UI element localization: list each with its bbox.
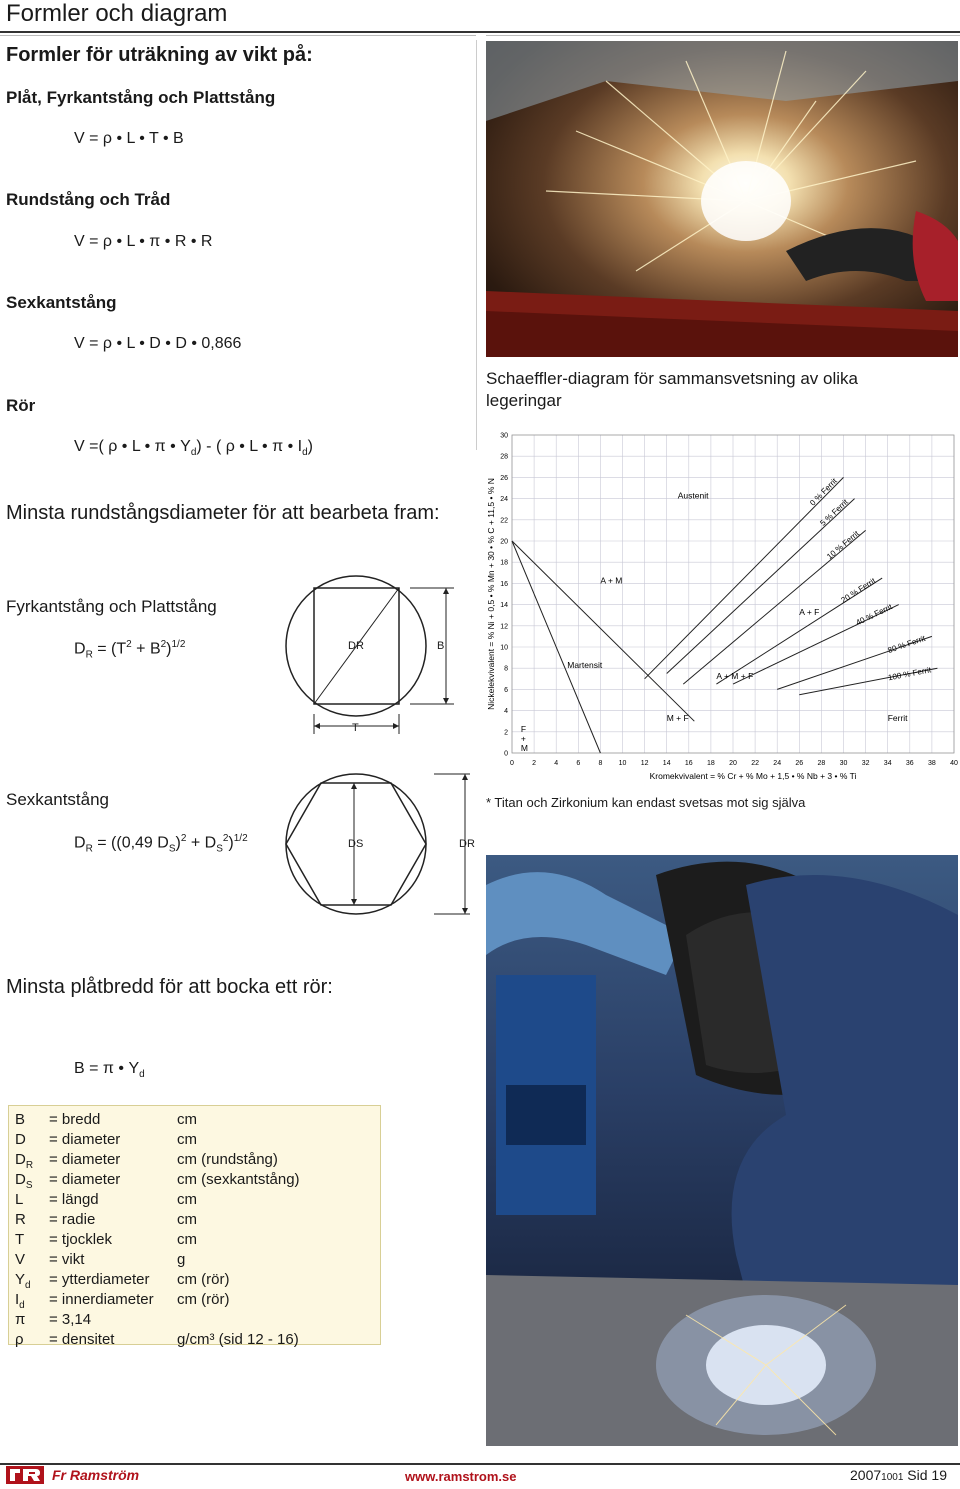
legend-row	[15, 1210, 197, 1230]
legend-symbol: V	[15, 1251, 26, 1268]
legend-unit: cm	[177, 1111, 197, 1128]
x-tick-label: 20	[729, 760, 737, 767]
label-dr-hex: DR	[459, 838, 475, 850]
legend-symbol: B	[15, 1111, 26, 1128]
legend-description: = innerdiameter	[49, 1291, 154, 1308]
y-tick-label: 6	[504, 686, 508, 694]
legend-description: = tjocklek	[49, 1231, 112, 1248]
x-tick-label: 10	[618, 760, 627, 767]
square-in-circle-diagram	[284, 574, 474, 744]
legend-unit: cm	[177, 1191, 197, 1208]
series-label: 20 % Ferrit	[839, 576, 878, 605]
legend-unit: cm	[177, 1131, 197, 1148]
footer-page-number: 20071001 Sid 19	[850, 1467, 947, 1483]
legend-box	[8, 1105, 381, 1348]
legend-row	[15, 1230, 197, 1250]
header-rule-thin-right	[486, 35, 960, 36]
legend-description: = ytterdiameter	[49, 1271, 150, 1288]
header-rule-thin-left	[0, 35, 476, 36]
legend-row	[15, 1190, 197, 1210]
region-label: Austenit	[677, 490, 709, 501]
y-tick-label: 16	[500, 580, 508, 588]
legend-symbol: $D_S$	[15, 1171, 33, 1191]
series-label: 100 % Ferrit	[887, 665, 932, 683]
label-b: B	[437, 640, 445, 652]
section-title-plat: Plåt, Fyrkantstång och Plattstång	[6, 88, 276, 107]
y-tick-label: 8	[504, 665, 508, 673]
schaeffler-chart	[486, 425, 958, 783]
column-divider	[476, 40, 477, 450]
label-t: T	[352, 722, 359, 734]
x-tick-label: 2	[532, 760, 537, 767]
header-rule	[0, 31, 960, 33]
welding-note: * Titan och Zirkonium kan endast svetsas mot sig själva	[486, 795, 806, 810]
x-tick-label: 36	[905, 760, 914, 767]
y-tick-label: 22	[500, 517, 508, 525]
x-tick-label: 28	[817, 760, 826, 767]
chart-caption: Schaeffler-diagram för sammansvetsning av olika legeringar	[486, 369, 858, 410]
legend-unit: cm	[177, 1211, 197, 1228]
legend-unit: g/cm³ (sid 12 - 16)	[177, 1331, 299, 1348]
legend-row	[15, 1130, 197, 1150]
footer-brand: Fr Ramström	[52, 1467, 140, 1483]
y-tick-label: 28	[500, 453, 508, 461]
legend-symbol: L	[15, 1191, 24, 1208]
x-tick-label: 6	[576, 760, 581, 767]
x-tick-label: 16	[684, 760, 693, 767]
x-tick-label: 0	[510, 760, 514, 767]
legend-row	[15, 1270, 230, 1290]
legend-unit: cm (rundstång)	[177, 1151, 278, 1168]
x-tick-label: 26	[795, 760, 804, 767]
legend-symbol: $D_R$	[15, 1151, 34, 1171]
y-tick-label: 14	[500, 602, 508, 610]
series-label: 10 % Ferrit	[825, 529, 861, 562]
y-tick-label: 10	[500, 644, 508, 652]
y-tick-label: 24	[500, 496, 508, 504]
legend-unit: g	[177, 1251, 186, 1268]
legend-description: = 3,14	[49, 1311, 92, 1328]
y-tick-label: 30	[500, 432, 508, 440]
series-label: 40 % Ferrit	[854, 602, 894, 628]
y-tick-label: 18	[500, 559, 508, 567]
x-tick-label: 12	[640, 760, 649, 767]
region-label: A + M + F	[716, 670, 754, 681]
region-label: F	[520, 723, 527, 734]
region-label: A + M	[600, 575, 623, 586]
series-label: 0 % Ferrit	[808, 476, 839, 508]
legend-unit: cm (rör)	[177, 1271, 230, 1288]
min-diameter-heading: Minsta rundstångsdiameter för att bearbeta fram:	[6, 502, 440, 524]
legend-unit: cm	[177, 1231, 197, 1248]
x-tick-label: 4	[554, 760, 559, 767]
sex-title: Sexkantstång	[6, 790, 110, 809]
legend-row	[15, 1250, 185, 1270]
x-tick-label: 34	[883, 760, 892, 767]
legend-description: = diameter	[49, 1131, 121, 1148]
welder-photo	[486, 855, 958, 1446]
legend-symbol: D	[15, 1131, 26, 1148]
x-tick-label: 32	[861, 760, 870, 767]
section-title-sex: Sexkantstång	[6, 293, 117, 312]
legend-unit: cm (sexkantstång)	[177, 1171, 300, 1188]
main-heading: Formler för uträkning av vikt på:	[6, 44, 313, 66]
formula-sex: V = ρ • L • D • D • 0,866	[74, 335, 242, 352]
y-tick-label: 2	[504, 729, 508, 737]
legend-description: = diameter	[49, 1151, 121, 1168]
section-title-ror: Rör	[6, 396, 36, 415]
x-axis-label: Kromekvivalent = % Cr + % Mo + 1,5 • % Nb + 3 • % Ti	[649, 771, 857, 781]
ramstrom-logo-icon	[6, 1466, 44, 1484]
region-label: Martensit	[567, 660, 603, 671]
x-tick-label: 18	[707, 760, 715, 767]
formula-plat: V = ρ • L • T • B	[74, 130, 184, 147]
legend-symbol: $I_d$	[15, 1291, 25, 1311]
series-label: 80 % Ferrit	[886, 633, 927, 655]
legend-row	[15, 1330, 299, 1350]
label-ds: DS	[348, 838, 364, 850]
legend-symbol: ρ	[15, 1331, 24, 1348]
legend-row	[15, 1170, 300, 1190]
x-tick-label: 14	[662, 760, 671, 767]
x-tick-label: 40	[950, 760, 958, 767]
legend-description: = densitet	[49, 1331, 115, 1348]
legend-description: = vikt	[49, 1251, 85, 1268]
footer-rule	[0, 1463, 960, 1465]
welding-sparks-photo	[486, 41, 958, 357]
legend-description: = radie	[49, 1211, 96, 1228]
region-label: A + F	[799, 607, 820, 618]
legend-row	[15, 1310, 177, 1330]
x-tick-label: 38	[928, 760, 936, 767]
label-dr-square: DR	[348, 640, 364, 652]
formula-fyrkant: $D_R = (T^2 + B^2)^{1/2}$	[74, 639, 186, 661]
legend-symbol: R	[15, 1211, 26, 1228]
bend-heading: Minsta plåtbredd för att bocka ett rör:	[6, 976, 333, 998]
legend-row	[15, 1150, 278, 1170]
x-tick-label: 22	[751, 760, 759, 767]
section-title-rund: Rundstång och Tråd	[6, 190, 171, 209]
legend-symbol: $Y_d$	[15, 1271, 31, 1291]
formula-ror: V =( ρ • L • π • $Y_d$) - ( ρ • L • π • $I_d$)	[74, 438, 313, 459]
page-title: Formler och diagram	[6, 0, 228, 27]
x-tick-label: 24	[773, 760, 782, 767]
formula-bend: B = π • $Y_d$	[74, 1060, 145, 1081]
legend-symbol: π	[15, 1311, 26, 1328]
legend-unit: cm (rör)	[177, 1291, 230, 1308]
y-tick-label: 26	[500, 474, 508, 482]
x-tick-label: 8	[598, 760, 603, 767]
y-tick-label: 0	[504, 750, 508, 758]
region-label: +	[520, 733, 526, 744]
y-axis-label: Nickelekvivalent = % Ni + 0,5 • % Mn + 30 • % C + 11,5 • % N	[486, 478, 496, 710]
y-tick-label: 12	[500, 623, 508, 631]
y-tick-label: 20	[500, 538, 508, 546]
region-label: M + F	[666, 713, 689, 724]
region-label: Ferrit	[887, 713, 908, 724]
region-label: M	[520, 742, 528, 753]
formula-sex-dia: $D_R = ((0,49$ $D_S)^2 + D_S^2)^{1/2}$	[74, 833, 248, 855]
legend-description: = diameter	[49, 1171, 121, 1188]
legend-row	[15, 1110, 197, 1130]
legend-description: = bredd	[49, 1111, 101, 1128]
footer-url[interactable]: www.ramstrom.se	[405, 1469, 517, 1484]
legend-symbol: T	[15, 1231, 25, 1248]
x-tick-label: 30	[839, 760, 848, 767]
hexagon-in-circle-diagram	[284, 768, 474, 920]
series-label: 5 % Ferrit	[818, 497, 850, 528]
legend-row	[15, 1290, 230, 1310]
fyrkant-title: Fyrkantstång och Plattstång	[6, 597, 217, 616]
legend-description: = längd	[49, 1191, 99, 1208]
y-tick-label: 4	[504, 708, 508, 716]
formula-rund: V = ρ • L • π • R • R	[74, 233, 213, 250]
